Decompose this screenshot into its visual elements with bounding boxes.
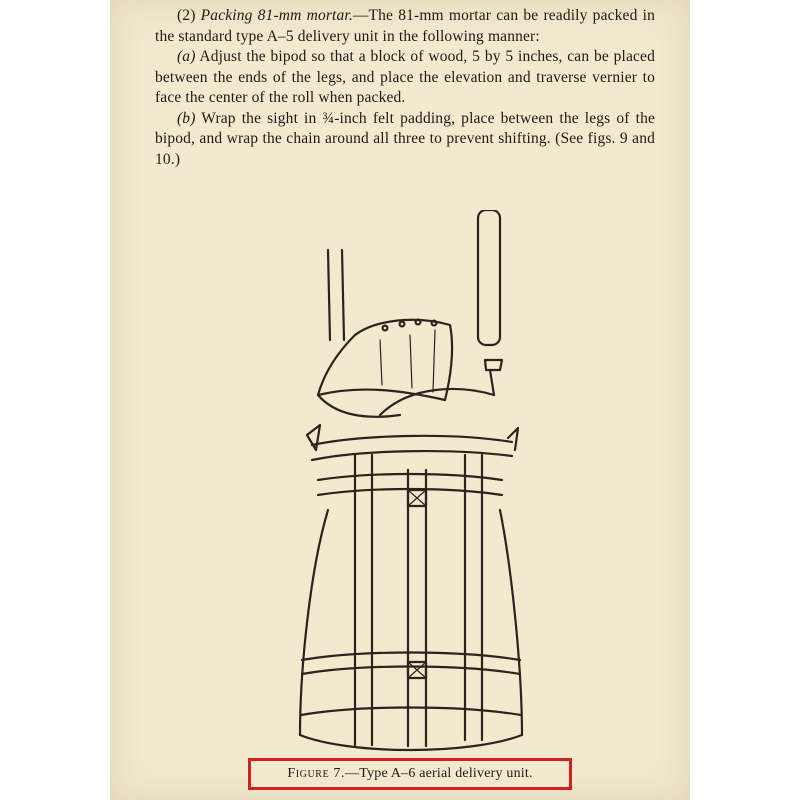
body-text (155, 6, 655, 170)
strap-line (380, 389, 494, 415)
paragraph-packing-mortar (155, 6, 655, 47)
top-flap (355, 320, 452, 400)
figure-caption (287, 766, 532, 782)
bleed-through-text (158, 480, 162, 502)
para1-title: Packing 81-mm mortar. (200, 7, 353, 24)
band-base (301, 708, 521, 716)
band-mid-upper (318, 474, 502, 480)
paragraph-a (155, 47, 655, 109)
left-strap (328, 250, 330, 340)
para-b-body: Wrap the sight in ¾-inch felt padding, place between the legs of the bipod, and wrap the chain around all three to prevent shifting. (155, 109, 655, 147)
bag-bottom (300, 735, 522, 750)
band-low-upper (302, 653, 520, 661)
paragraph-b (155, 109, 655, 171)
para-a-body: Adjust the bipod so that a block of wood, 5 by 5 inches, can be placed between the ends of the legs, and place the elevation and traverse vernier to face the center of the roll when packed. (155, 48, 655, 106)
strap-buckle (485, 360, 502, 370)
para-a-marker: (a) (177, 48, 196, 65)
bag-right-side (500, 510, 522, 735)
para1-number: (2) (177, 7, 201, 24)
bag-left-side (300, 510, 328, 735)
delivery-unit-drawing (150, 210, 660, 760)
figure-number: Figure 7. (287, 766, 346, 781)
figure-title: —Type A–6 aerial delivery unit. (345, 766, 533, 781)
left-fastener (307, 425, 320, 450)
right-fastener (508, 428, 518, 450)
band-low-lower (302, 667, 520, 675)
para-b-marker: (b) (177, 109, 196, 127)
para1-body: —The 81-mm mortar can be readily packed in the standard type A–5 delivery unit in the following manner: (155, 7, 655, 45)
band-top-upper (312, 436, 512, 445)
figure-caption-highlight (248, 758, 572, 790)
figure-illustration (150, 210, 660, 760)
figure-reference: (See figs. 9 and 10.) (155, 130, 655, 168)
right-strap (478, 210, 500, 345)
